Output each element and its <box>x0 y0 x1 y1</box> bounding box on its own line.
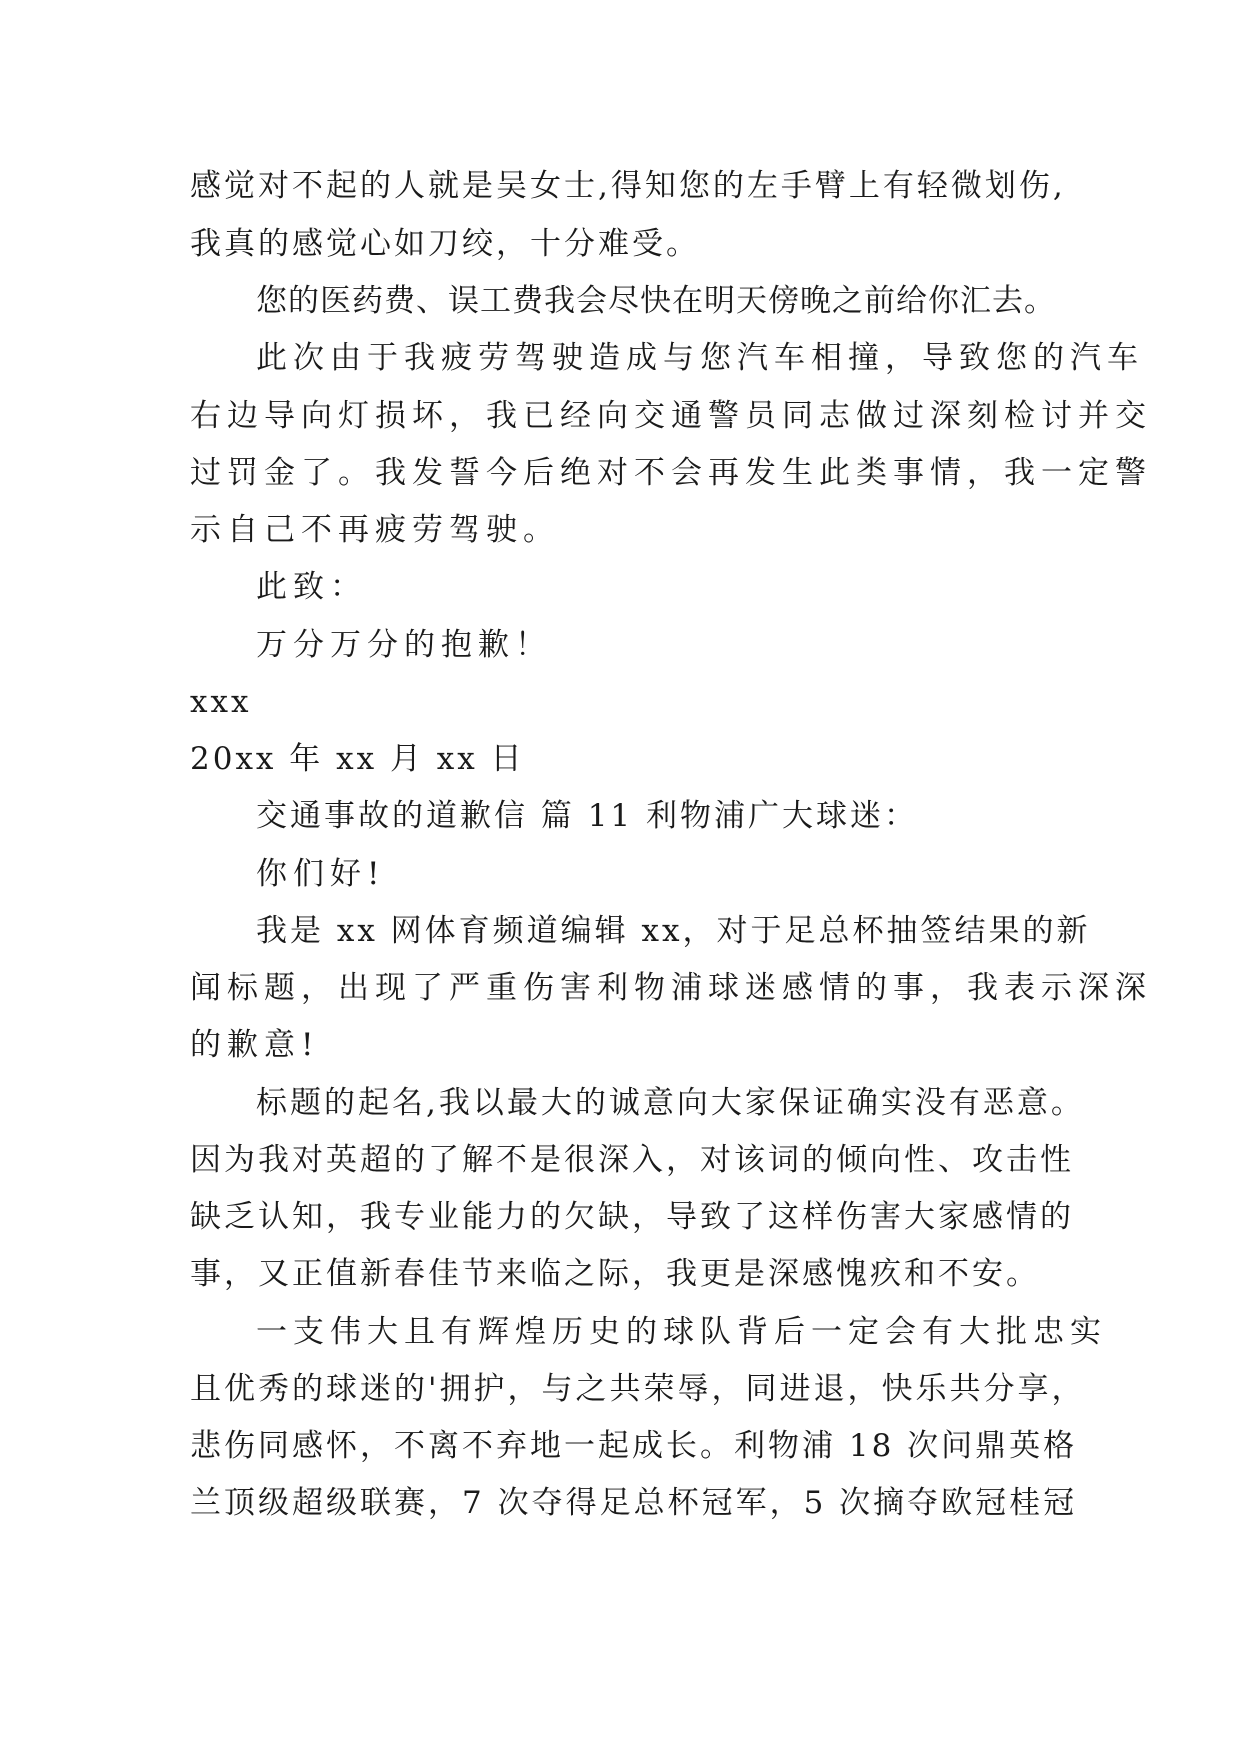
text-line: 的歉意! <box>190 1027 320 1063</box>
text-line: 过罚金了。我发誓今后绝对不会再发生此类事情，我一定警 <box>190 455 1152 491</box>
text-line: 标题的起名,我以最大的诚意向大家保证确实没有恶意。 <box>256 1085 1085 1121</box>
text-line: 事，又正值新春佳节来临之际，我更是深感愧疚和不安。 <box>190 1256 1040 1292</box>
text-line: 右边导向灯损坏，我已经向交通警员同志做过深刻检讨并交 <box>190 398 1152 434</box>
text-line: 因为我对英超的了解不是很深入，对该词的倾向性、攻击性 <box>190 1142 1074 1178</box>
text-line: 示自己不再疲劳驾驶。 <box>190 512 560 548</box>
date-line: 20xx 年 xx 月 xx 日 <box>190 741 525 777</box>
text-line: 此致： <box>256 569 367 605</box>
text-line: 悲伤同感怀，不离不弃地一起成长。利物浦 18 次问鼎英格 <box>190 1428 1078 1464</box>
text-line: 我是 xx 网体育频道编辑 xx，对于足总杯抽签结果的新 <box>256 913 1091 949</box>
section-heading: 交通事故的道歉信 篇 11 利物浦广大球迷： <box>256 798 919 834</box>
text-line: 感觉对不起的人就是吴女士,得知您的左手臂上有轻微划伤, <box>190 168 1066 204</box>
text-line: 你们好! <box>256 856 386 892</box>
text-line: 闻标题，出现了严重伤害利物浦球迷感情的事，我表示深深 <box>190 970 1152 1006</box>
text-line: 此次由于我疲劳驾驶造成与您汽车相撞，导致您的汽车 <box>256 340 1144 376</box>
text-line: 万分万分的抱歉！ <box>256 627 552 663</box>
text-line: 一支伟大且有辉煌历史的球队背后一定会有大批忠实 <box>256 1314 1107 1350</box>
text-line: 兰顶级超级联赛，7 次夺得足总杯冠军，5 次摘夺欧冠桂冠 <box>190 1485 1078 1521</box>
text-line: 缺乏认知，我专业能力的欠缺，导致了这样伤害大家感情的 <box>190 1199 1074 1235</box>
text-line: 且优秀的球迷的'拥护，与之共荣辱，同进退，快乐共分享， <box>190 1371 1086 1407</box>
text-line: 我真的感觉心如刀绞，十分难受。 <box>190 226 700 262</box>
text-line: xxx <box>190 684 252 720</box>
text-line: 您的医药费、误工费我会尽快在明天傍晚之前给你汇去。 <box>256 283 1056 319</box>
